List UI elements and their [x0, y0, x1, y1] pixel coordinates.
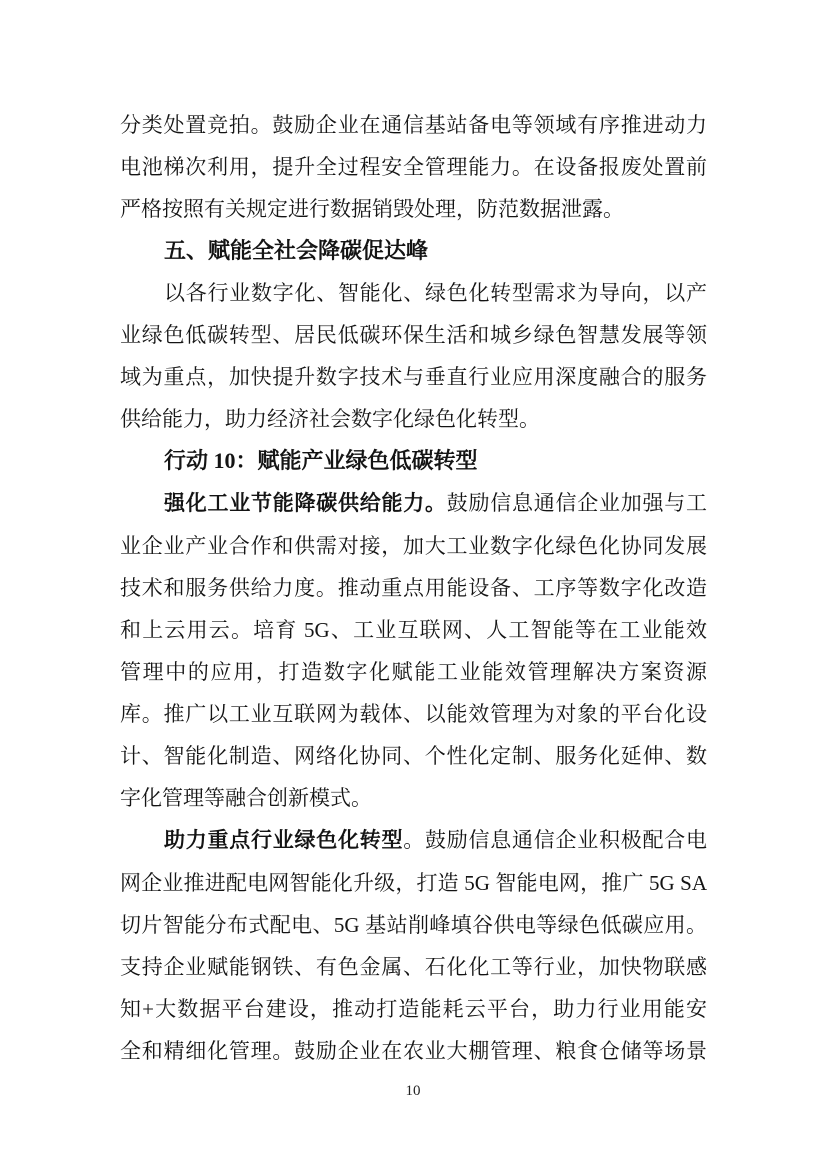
text-line: 严格按照有关规定进行数据销毁处理，防范数据泄露。: [120, 197, 624, 221]
text-line: 全和精细化管理。鼓励企业在农业大棚管理、粮食仓储等场景: [120, 1039, 707, 1063]
text-line: [120, 482, 707, 525]
text-line: 技术和服务供给力度。推动重点用能设备、工序等数字化改造: [120, 576, 707, 600]
text-line: 业绿色低碳转型、居民低碳环保生活和城乡绿色智慧发展等领: [120, 323, 707, 347]
text-line: 计、智能化制造、网络化协同、个性化定制、服务化延伸、数: [120, 744, 707, 768]
text-line: 支持企业赋能钢铁、有色金属、石化化工等行业，加快物联感: [120, 955, 707, 979]
text-line: 知+大数据平台建设，推动打造能耗云平台，助力行业用能安: [120, 997, 707, 1021]
text-line: [120, 819, 707, 862]
section-heading: 五、赋能全社会降碳促达峰: [164, 238, 429, 263]
action-heading: 行动 10：赋能产业绿色低碳转型: [164, 448, 478, 473]
page-content: [120, 104, 707, 1072]
text-line: 网企业推进配电网智能化升级，打造 5G 智能电网，推广 5G SA: [120, 871, 707, 895]
text-line: 域为重点，加快提升数字技术与垂直行业应用深度融合的服务: [120, 365, 707, 389]
text-line: 分类处置竞拍。鼓励企业在通信基站备电等领域有序推进动力: [120, 113, 707, 137]
lead-phrase: 强化工业节能降碳供给能力。: [164, 492, 447, 515]
text-line: 库。推广以工业互联网为载体、以能效管理为对象的平台化设: [120, 702, 707, 726]
lead-rest: 。鼓励信息通信企业积极配合电: [403, 828, 707, 852]
text-line: 管理中的应用，打造数字化赋能工业能效管理解决方案资源: [120, 660, 707, 684]
text-line: 以各行业数字化、智能化、绿色化转型需求为导向，以产: [164, 281, 707, 305]
lead-rest: 鼓励信息通信企业加强与工: [446, 491, 707, 515]
text-line: 供给能力，助力经济社会数字化绿色化转型。: [120, 407, 540, 431]
text-line: 电池梯次利用，提升全过程安全管理能力。在设备报废处置前: [120, 155, 707, 179]
text-line: 切片智能分布式配电、5G 基站削峰填谷供电等绿色低碳应用。: [120, 913, 707, 937]
text-line: 字化管理等融合创新模式。: [120, 786, 372, 810]
lead-phrase: 助力重点行业绿色化转型: [164, 829, 404, 852]
page-number: 10: [405, 1083, 421, 1099]
text-line: 业企业产业合作和供需对接，加大工业数字化绿色化协同发展: [120, 534, 707, 558]
text-line: 和上云用云。培育 5G、工业互联网、人工智能等在工业能效: [120, 618, 707, 642]
